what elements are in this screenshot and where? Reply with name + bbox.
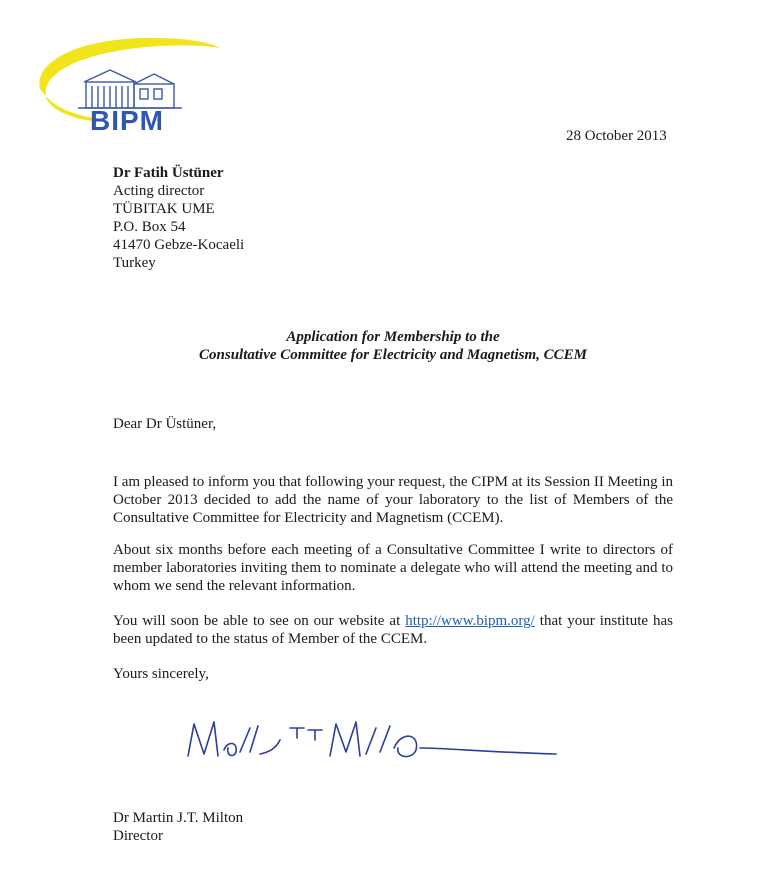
bipm-logo <box>32 34 222 134</box>
paragraph-website-text-end: that your institute has been updated to the status of Member of the CCEM. <box>113 613 673 647</box>
letter-subject <box>100 328 686 364</box>
recipient-title: Acting director <box>113 183 205 199</box>
paragraph-meeting-info: About six months before each meeting of a Consultative Committee I write to directors of member laboratories inviting them to nominate a delegate who will attend the meeting and to whom we send the relevant information. <box>113 542 673 594</box>
building-icon <box>78 70 182 108</box>
recipient-country: Turkey <box>113 255 156 271</box>
recipient-address <box>113 164 244 272</box>
recipient-name: Dr Fatih Üstüner <box>113 165 224 181</box>
logo-text: BIPM <box>90 105 164 134</box>
bipm-website-link[interactable]: http://www.bipm.org/ <box>405 613 535 629</box>
signer-block <box>113 809 243 845</box>
closing-phrase: Yours sincerely, <box>113 666 209 682</box>
salutation: Dear Dr Üstüner, <box>113 416 217 432</box>
subject-line-1: Application for Membership to the <box>286 329 500 345</box>
recipient-po-box: P.O. Box 54 <box>113 219 186 235</box>
paragraph-website-text-start: You will soon be able to see on our website at <box>113 613 406 629</box>
letter-date: 28 October 2013 <box>566 128 667 144</box>
paragraph-membership-decision: I am pleased to inform you that following your request, the CIPM at its Session II Meeting in October 2013 decided to add the name of your laboratory to the list of Members of the Consultative Committee for Electricity and Magnetism (CCEM). <box>113 474 673 526</box>
recipient-organization: TÜBITAK UME <box>113 201 215 217</box>
paragraph-website <box>113 612 673 648</box>
recipient-city: 41470 Gebze-Kocaeli <box>113 237 245 253</box>
signer-name: Dr Martin J.T. Milton <box>113 810 244 826</box>
signer-title: Director <box>113 828 163 844</box>
subject-line-2: Consultative Committee for Electricity and Magnetism, CCEM <box>199 347 587 363</box>
handwritten-signature <box>180 708 560 776</box>
